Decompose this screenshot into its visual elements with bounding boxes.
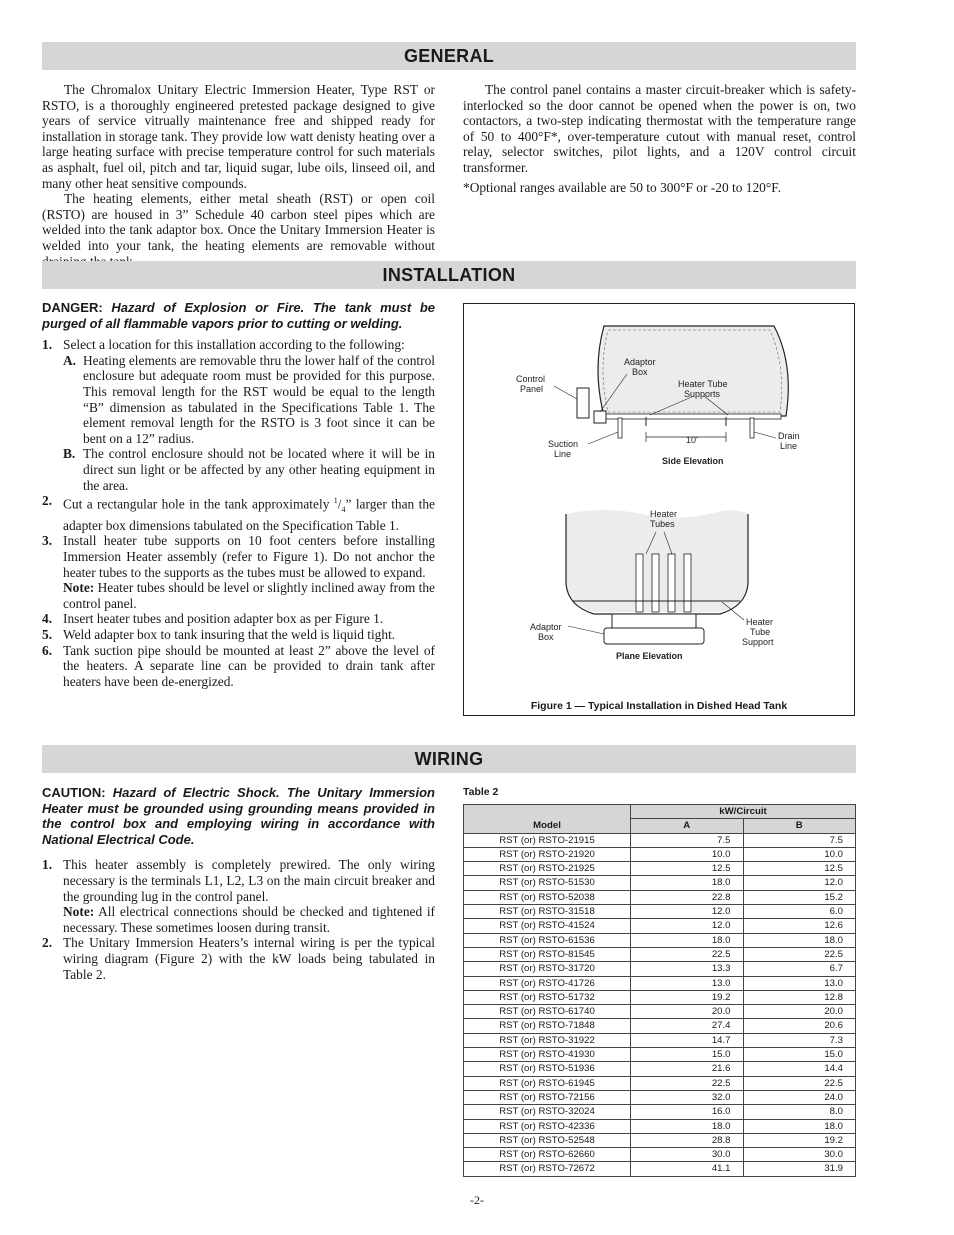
table-2 (463, 804, 856, 1177)
step-1a (63, 353, 435, 447)
table-row (464, 947, 856, 961)
cell-a: 20.0 (631, 1005, 744, 1019)
cell-b: 24.0 (743, 1090, 856, 1104)
cell-a: 21.6 (631, 1062, 744, 1076)
cell-b: 19.2 (743, 1133, 856, 1147)
cell-b: 15.0 (743, 1048, 856, 1062)
wiring-step-1-note-label: Note: (63, 904, 95, 920)
label-side-elevation: Side Elevation (662, 456, 724, 466)
label-plane-elevation: Plane Elevation (616, 651, 683, 661)
cell-a: 18.0 (631, 933, 744, 947)
cell-a: 18.0 (631, 1119, 744, 1133)
cell-b: 20.6 (743, 1019, 856, 1033)
step-5-text: Weld adapter box to tank insuring that the weld is liquid tight. (63, 627, 396, 643)
table-row (464, 990, 856, 1004)
table-row (464, 847, 856, 861)
step-4 (42, 611, 435, 627)
cell-model: RST (or) RSTO-21925 (464, 862, 631, 876)
cell-b: 18.0 (743, 1119, 856, 1133)
cell-model: RST (or) RSTO-42336 (464, 1119, 631, 1133)
cell-model: RST (or) RSTO-41726 (464, 976, 631, 990)
table-row (464, 1048, 856, 1062)
table-row (464, 933, 856, 947)
cell-b: 14.4 (743, 1062, 856, 1076)
step-1b-text: The control enclosure should not be located where it will be in direct sun light or be affected by any other heating equipment in the area. (83, 446, 435, 493)
cell-model: RST (or) RSTO-21915 (464, 833, 631, 847)
wiring-heading: WIRING (42, 745, 856, 773)
label-heater-tubes-1: Heater (650, 509, 678, 519)
label-control-panel-1: Control (516, 374, 546, 384)
table-row (464, 862, 856, 876)
step-4-number: 4. (42, 611, 53, 627)
cell-b: 20.0 (743, 1005, 856, 1019)
label-heater-tube-support-2: Tube (750, 627, 771, 637)
cell-a: 12.0 (631, 905, 744, 919)
cell-b: 7.3 (743, 1033, 856, 1047)
cell-model: RST (or) RSTO-61740 (464, 1005, 631, 1019)
step-3-number: 3. (42, 533, 53, 549)
table-row (464, 890, 856, 904)
cell-a: 12.5 (631, 862, 744, 876)
step-1a-number: A. (63, 352, 77, 368)
general-paragraph-3: The control panel contains a master circuit-breaker which is safety-interlocked so the door cannot be opened when the power is on, two contactors, a two-step indicating thermostat with the temperature range of 50 to 400°F*, over-temperature cutout with manual reset, control relay, selector switches, pilot lights, and a 120V control circuit transformer. (463, 82, 856, 175)
cell-a: 22.8 (631, 890, 744, 904)
table-row (464, 1019, 856, 1033)
cell-b: 31.9 (743, 1162, 856, 1176)
general-paragraph-1: The Chromalox Unitary Electric Immersion Heater, Type RST or RSTO, is a thoroughly engineered pretested package designed to give years of service vitrually maintenance free and shipped ready for installation in storage tank. They provide low watt denisty heating over a large heating surface with precise temperature control for such materials as asphalt, fuel oil, pitch and tar, liquid sugar, lube oils, linseed oil, and many other heat sensitive compounds. (42, 82, 435, 191)
danger-notice (42, 300, 435, 331)
col-header-b: B (743, 819, 856, 833)
label-control-panel-2: Panel (520, 384, 544, 394)
cell-model: RST (or) RSTO-61945 (464, 1076, 631, 1090)
cell-model: RST (or) RSTO-41930 (464, 1048, 631, 1062)
cell-a: 27.4 (631, 1019, 744, 1033)
step-1-text: Select a location for this installation according to the following: (63, 337, 405, 353)
label-drain-line-1: Drain (778, 431, 800, 441)
cell-a: 12.0 (631, 919, 744, 933)
fraction-numerator: 1 (333, 496, 338, 506)
cell-a: 22.5 (631, 1076, 744, 1090)
cell-model: RST (or) RSTO-72672 (464, 1162, 631, 1176)
figure-caption: Figure 1 — Typical Installation in Dished Head Tank (530, 700, 788, 712)
caution-text: Hazard of Electric Shock. The Unitary Immersion Heater must be grounded using grounding means provided in the control box and employing wiring in accordance with National Electrical Code. (42, 785, 435, 847)
cell-model: RST (or) RSTO-51936 (464, 1062, 631, 1076)
cell-b: 10.0 (743, 847, 856, 861)
label-drain-line-2: Line (780, 441, 798, 451)
label-suction-line-2: Line (554, 449, 572, 459)
table-row (464, 1062, 856, 1076)
table-row (464, 962, 856, 976)
cell-b: 12.5 (743, 862, 856, 876)
label-dimension: 10' (686, 435, 698, 445)
general-footnote: *Optional ranges available are 50 to 300°F or -20 to 120°F. (463, 179, 781, 195)
cell-model: RST (or) RSTO-41524 (464, 919, 631, 933)
cell-a: 41.1 (631, 1162, 744, 1176)
label-heater-tube-support-3: Support (742, 637, 774, 647)
label-heater-tubes-2: Tubes (650, 519, 675, 529)
cell-model: RST (or) RSTO-62660 (464, 1148, 631, 1162)
wiring-column (42, 785, 435, 982)
table-row (464, 1162, 856, 1176)
cell-a: 10.0 (631, 847, 744, 861)
plane-elevation-tank (566, 510, 748, 644)
table-2-caption: Table 2 (463, 786, 499, 798)
danger-text: Hazard of Explosion or Fire. The tank must be purged of all flammable vapors prior to cutting or welding. (42, 300, 436, 331)
cell-model: RST (or) RSTO-81545 (464, 947, 631, 961)
label-suction-line-1: Suction (548, 439, 579, 449)
cell-model: RST (or) RSTO-72156 (464, 1090, 631, 1104)
step-3 (42, 533, 435, 611)
cell-b: 15.2 (743, 890, 856, 904)
wiring-step-2-number: 2. (42, 935, 53, 951)
caution-label: CAUTION: (42, 785, 106, 800)
cell-b: 6.7 (743, 962, 856, 976)
label-adaptor-box-1: Adaptor (624, 357, 656, 367)
danger-label: DANGER: (42, 300, 103, 315)
cell-model: RST (or) RSTO-51530 (464, 876, 631, 890)
step-6 (42, 643, 435, 690)
cell-a: 16.0 (631, 1105, 744, 1119)
installation-column (42, 300, 435, 689)
cell-b: 12.8 (743, 990, 856, 1004)
cell-b: 22.5 (743, 1076, 856, 1090)
table-row (464, 1105, 856, 1119)
table-row (464, 905, 856, 919)
cell-b: 13.0 (743, 976, 856, 990)
cell-model: RST (or) RSTO-71848 (464, 1019, 631, 1033)
page-number: -2- (470, 1193, 484, 1207)
general-left-column (42, 82, 435, 269)
step-6-number: 6. (42, 642, 53, 658)
step-4-text: Insert heater tubes and position adapter box as per Figure 1. (63, 611, 384, 627)
step-1 (42, 337, 435, 493)
table-row (464, 919, 856, 933)
col-header-model: Model (464, 805, 631, 834)
cell-b: 12.0 (743, 876, 856, 890)
installation-heading: INSTALLATION (42, 261, 856, 289)
cell-a: 22.5 (631, 947, 744, 961)
wiring-step-1-number: 1. (42, 857, 53, 873)
table-row (464, 1076, 856, 1090)
wiring-step-2-text: The Unitary Immersion Heaters’s internal wiring is per the typical wiring diagram (Figure 2) with the kW loads being tabulated in Table 2. (63, 935, 435, 982)
label-adaptor-box-2: Box (632, 367, 648, 377)
label-heater-tube-supports-2: Supports (684, 389, 721, 399)
step-3-note-label: Note: (63, 580, 95, 596)
wiring-step-2 (42, 935, 435, 982)
installation-diagram (464, 304, 856, 717)
table-row (464, 833, 856, 847)
cell-a: 13.3 (631, 962, 744, 976)
general-heading: GENERAL (42, 42, 856, 70)
cell-model: RST (or) RSTO-61536 (464, 933, 631, 947)
cell-b: 18.0 (743, 933, 856, 947)
step-5 (42, 627, 435, 643)
cell-model: RST (or) RSTO-32024 (464, 1105, 631, 1119)
step-2: 2. Cut a rectangular hole in the tank approximately $^1/_4$” larger than the adapter box dimensions tabulated on the Specification Table 1. (42, 493, 435, 533)
cell-a: 18.0 (631, 876, 744, 890)
cell-model: RST (or) RSTO-52038 (464, 890, 631, 904)
cell-model: RST (or) RSTO-31720 (464, 962, 631, 976)
table-row (464, 1148, 856, 1162)
wiring-step-1-text: This heater assembly is completely prewired. The only wiring necessary is the terminals L1, L2, L3 on the main circuit breaker and the grounding lug in the control panel. (63, 857, 435, 904)
step-2-text-pre: Cut a rectangular hole in the tank approximately (63, 496, 334, 512)
table-row (464, 1133, 856, 1147)
col-header-kw-circuit: kW/Circuit (631, 805, 856, 819)
cell-b: 8.0 (743, 1105, 856, 1119)
step-1b-number: B. (63, 446, 76, 462)
fraction-denominator: 4 (341, 505, 346, 515)
col-header-a: A (631, 819, 744, 833)
table-row (464, 976, 856, 990)
cell-b: 30.0 (743, 1148, 856, 1162)
cell-model: RST (or) RSTO-51732 (464, 990, 631, 1004)
general-paragraph-2: The heating elements, either metal sheath (RST) or open coil (RSTO) are housed in 3” Schedule 40 carbon steel pipes which are welded into the tank adaptor box. Once the Unitary Immersion Heater is welded into your tank, the heating elements are removable without (42, 191, 435, 253)
side-elevation-tank (554, 326, 788, 444)
table-row (464, 1033, 856, 1047)
step-5-number: 5. (42, 627, 53, 643)
label-adaptor-box2-1: Adaptor (530, 622, 562, 632)
step-3-note: Heater tubes should be level or slightly inclined away from the control panel. (63, 580, 435, 611)
cell-b: 12.6 (743, 919, 856, 933)
cell-a: 28.8 (631, 1133, 744, 1147)
wiring-step-1 (42, 857, 435, 935)
cell-b: 6.0 (743, 905, 856, 919)
cell-model: RST (or) RSTO-31922 (464, 1033, 631, 1047)
cell-model: RST (or) RSTO-21920 (464, 847, 631, 861)
step-3-text: Install heater tube supports on 10 foot centers before installing Immersion Heater assembly (refer to Figure 1). Do not anchor the heater tubes to the supports as the tubes must be allowed to expand. (63, 533, 435, 580)
cell-a: 7.5 (631, 833, 744, 847)
step-1-number: 1. (42, 337, 53, 353)
cell-b: 22.5 (743, 947, 856, 961)
table-row (464, 1090, 856, 1104)
cell-a: 15.0 (631, 1048, 744, 1062)
installation-steps (42, 337, 435, 689)
step-1b (63, 446, 435, 493)
label-heater-tube-support-1: Heater (746, 617, 774, 627)
table-2-body (464, 833, 856, 1176)
cell-a: 19.2 (631, 990, 744, 1004)
cell-a: 32.0 (631, 1090, 744, 1104)
cell-a: 13.0 (631, 976, 744, 990)
caution-notice (42, 785, 435, 847)
cell-model: RST (or) RSTO-52548 (464, 1133, 631, 1147)
table-row (464, 1005, 856, 1019)
wiring-steps (42, 857, 435, 982)
step-2-number: 2. (42, 493, 53, 509)
wiring-step-1-note: All electrical connections should be checked and tightened if necessary. These sometimes loosen during transit. (63, 904, 435, 935)
step-2-text-post: ” larger than the adapter box dimensions tabulated on the Specification Table 1. (63, 496, 435, 533)
figure-1 (463, 303, 855, 716)
table-row (464, 876, 856, 890)
label-adaptor-box2-2: Box (538, 632, 554, 642)
cell-b: 7.5 (743, 833, 856, 847)
general-right-column (463, 82, 856, 195)
cell-model: RST (or) RSTO-31518 (464, 905, 631, 919)
cell-a: 30.0 (631, 1148, 744, 1162)
step-1a-text: Heating elements are removable thru the lower half of the control enclosure but adequate room must be provided for this purpose. This removal length for the RST would be equal to the length “B” dimension as tabulated in the Specifications Table 1. The element removal length for the RSTO is 3 foot since it can be bent on a 12” radius. (83, 352, 435, 446)
table-row (464, 1119, 856, 1133)
step-6-text: Tank suction pipe should be mounted at least 2” above the level of the heaters. A separate line can be provided to drain tank after heaters have been de-energized. (63, 642, 435, 689)
label-heater-tube-supports-1: Heater Tube (678, 379, 728, 389)
cell-a: 14.7 (631, 1033, 744, 1047)
